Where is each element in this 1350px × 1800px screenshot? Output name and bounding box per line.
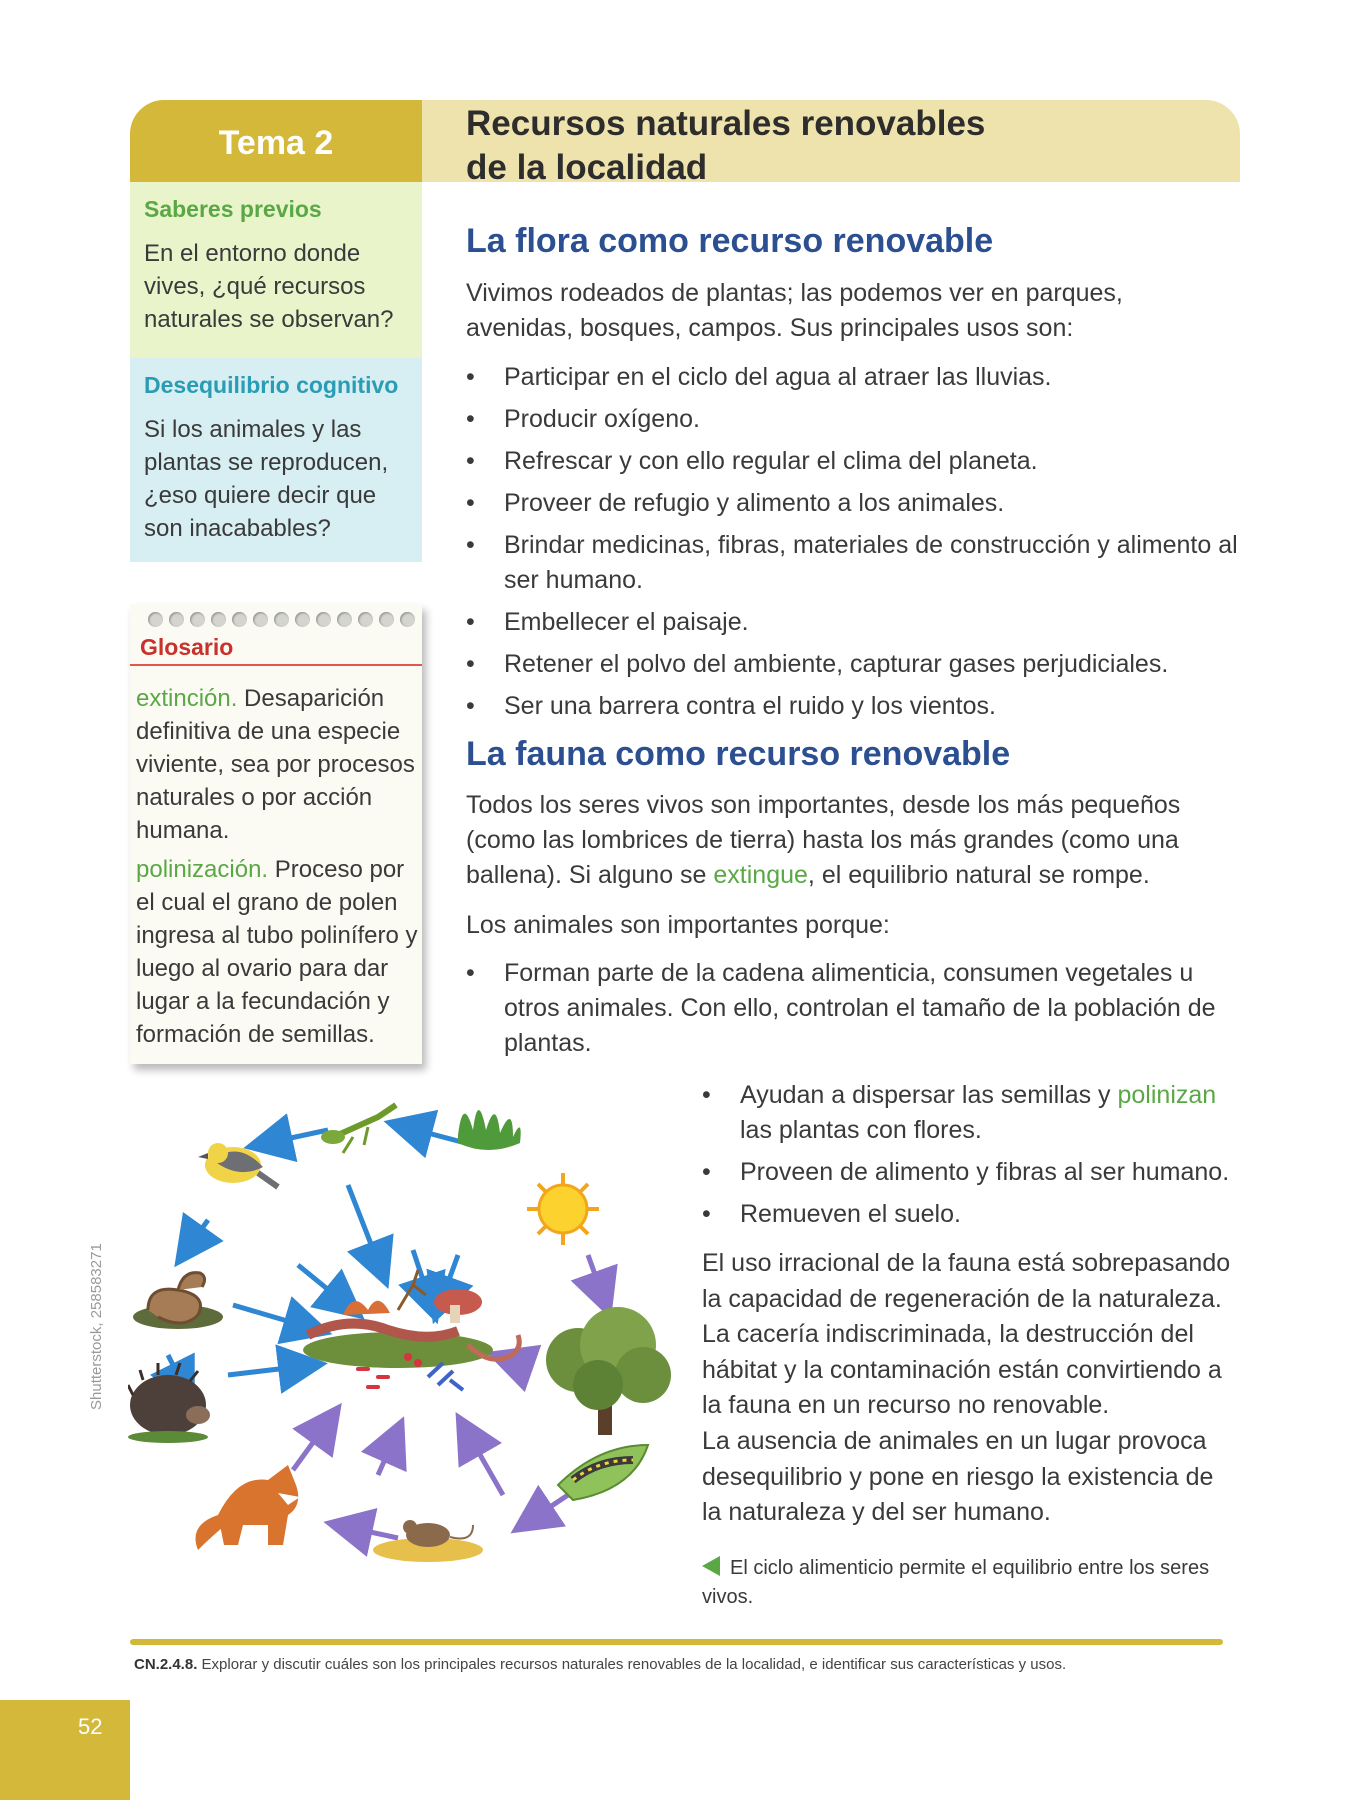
caption-arrow-icon	[702, 1556, 720, 1576]
list-item: • Embellecer el paisaje.	[466, 605, 1246, 640]
list-item: • Remueven el suelo.	[702, 1197, 1242, 1232]
desequilibrio-box	[130, 358, 422, 562]
glossary-entry: polinización. Proceso por el cual el grano de polen ingresa al tubo polinífero y luego al ovario para dar lugar a la fecundación y formación de semillas.	[136, 856, 418, 1048]
term-polinizan: polinizan	[1117, 1081, 1217, 1109]
photo-credit: Shutterstock, 258583271	[88, 1243, 105, 1410]
bird-icon	[198, 1143, 278, 1187]
page-title: Recursos naturales renovables de la localidad	[466, 104, 986, 187]
snake-icon	[133, 1273, 223, 1329]
flora-uses-list	[466, 360, 1246, 731]
grass-icon	[458, 1110, 521, 1150]
food-cycle-diagram	[128, 1095, 688, 1585]
decomposers-icon	[303, 1270, 519, 1390]
term-extingue: extingue	[713, 861, 808, 889]
saberes-title: Saberes previos	[144, 196, 322, 222]
tema-text: Tema 2	[218, 123, 334, 162]
fauna-closing-1: El uso irracional de la fauna está sobrepasando la capacidad de regeneración de la naturaleza. La cacería indiscriminada, la destrucción del hábitat y la contaminación están convirtiendo a la fauna en un recurso no renovable.	[702, 1249, 1231, 1419]
fauna-list-b	[702, 1078, 1242, 1239]
caterpillar-icon	[558, 1445, 648, 1500]
list-item: • Refrescar y con ello regular el clima del planeta.	[466, 444, 1246, 479]
flora-heading: La flora como recurso renovable	[466, 222, 994, 260]
desequilibrio-text: Si los animales y las plantas se reproducen, ¿eso quiere decir que son inacabables?	[144, 416, 389, 542]
sun-icon	[527, 1173, 599, 1245]
fauna-intro: Todos los seres vivos son importantes, desde los más pequeños (como las lombrices de tierra) hasta los más grandes (como una ballena). Si alguno se extingue, el equilibrio natural se rompe.	[466, 791, 1181, 889]
mouse-icon	[373, 1520, 483, 1562]
list-item: • Brindar medicinas, fibras, materiales de construcción y alimento al ser humano.	[466, 528, 1246, 598]
tema-label	[130, 100, 422, 182]
fauna-lead: Los animales son importantes porque:	[466, 911, 890, 939]
list-item: • Forman parte de la cadena alimenticia, consumen vegetales u otros animales. Con ello, controlan el tamaño de la población de plantas.	[466, 956, 1236, 1061]
page-number: 52	[78, 1714, 103, 1739]
desequilibrio-title: Desequilibrio cognitivo	[144, 372, 399, 398]
curriculum-note: CN.2.4.8. Explorar y discutir cuáles son los principales recursos naturales renovables de la localidad, e identificar sus características y usos.	[134, 1656, 1067, 1673]
flora-intro: Vivimos rodeados de plantas; las podemos ver en parques, avenidas, bosques, campos. Sus principales usos son:	[466, 279, 1123, 342]
list-item: • Proveen de alimento y fibras al ser humano.	[702, 1155, 1242, 1190]
fox-icon	[196, 1465, 301, 1550]
glossary-entry: extinción. Desaparición definitiva de una especie viviente, sea por procesos naturales o por acción humana.	[136, 685, 415, 844]
tree-icon	[546, 1307, 671, 1435]
list-item: • Proveer de refugio y alimento a los animales.	[466, 486, 1246, 521]
footer-divider	[130, 1639, 1223, 1645]
list-item: • Participar en el ciclo del agua al atraer las lluvias.	[466, 360, 1246, 395]
mantis-icon	[321, 1105, 396, 1153]
figure-caption: El ciclo alimenticio permite el equilibrio entre los seres vivos.	[702, 1557, 1210, 1608]
title-banner	[422, 100, 1240, 187]
hedgehog-icon	[128, 1363, 210, 1443]
list-item: • Ayudan a dispersar las semillas y polinizan las plantas con flores.	[702, 1078, 1242, 1148]
saberes-text: En el entorno donde vives, ¿qué recursos naturales se observan?	[144, 240, 394, 333]
fauna-list-a	[466, 956, 1236, 1068]
list-item: • Retener el polvo del ambiente, capturar gases perjudiciales.	[466, 647, 1246, 682]
saberes-previos-box	[130, 182, 422, 358]
fauna-closing-2: La ausencia de animales en un lugar provoca desequilibrio y pone en riesgo la existencia de la naturaleza y del ser humano.	[702, 1427, 1214, 1526]
page-number-box	[0, 1700, 130, 1800]
list-item: • Producir oxígeno.	[466, 402, 1246, 437]
glosario-note	[130, 604, 422, 1064]
list-item: • Ser una barrera contra el ruido y los vientos.	[466, 689, 1246, 724]
notebook-rings	[148, 612, 418, 628]
fauna-heading: La fauna como recurso renovable	[466, 735, 1011, 773]
glosario-title: Glosario	[140, 634, 234, 660]
